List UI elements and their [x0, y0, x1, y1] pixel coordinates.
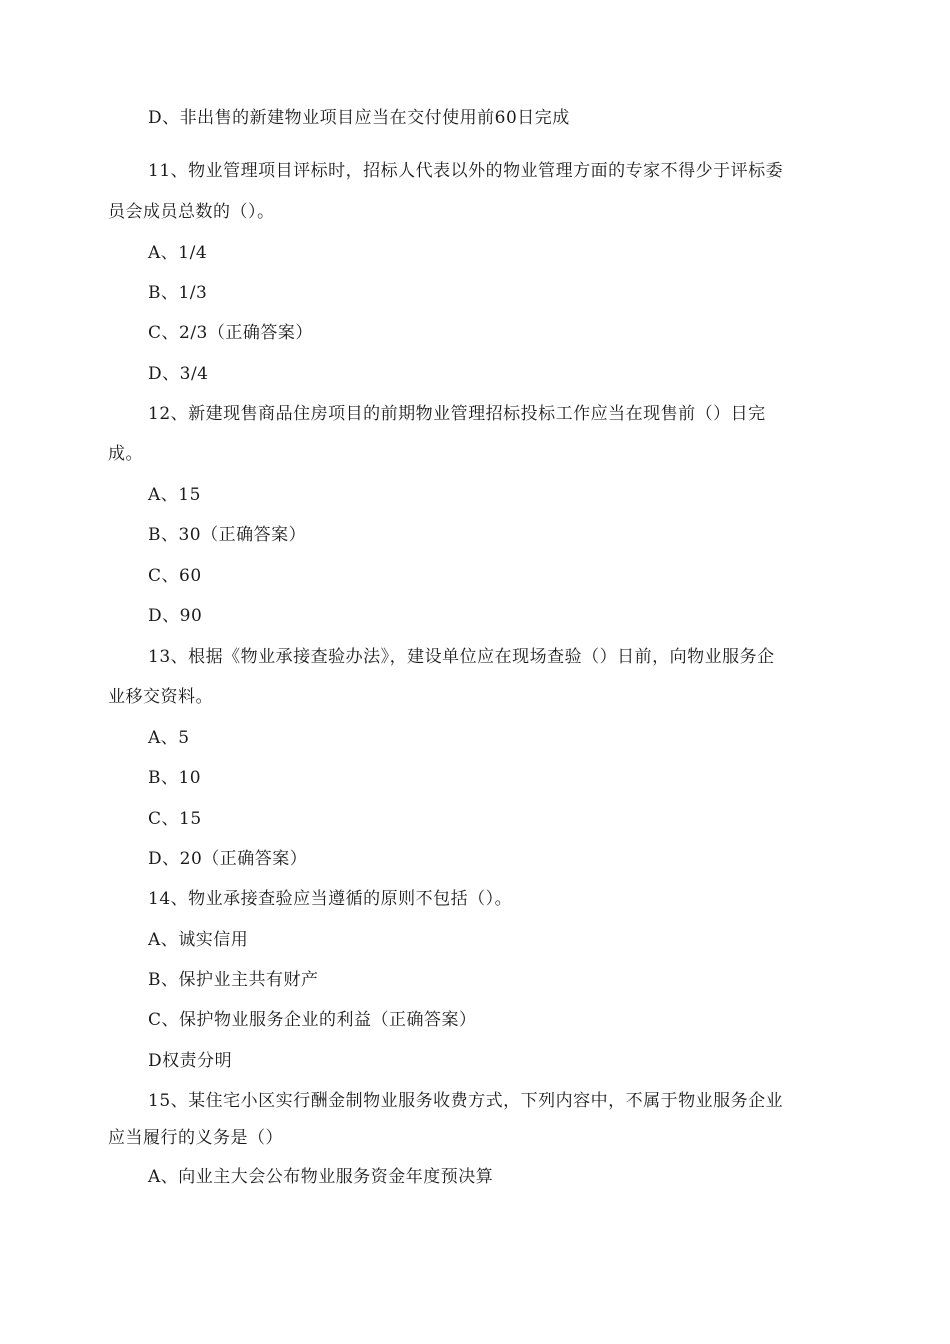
- option-c-q14: C、保护物业服务企业的利益（正确答案）: [148, 1010, 477, 1030]
- option-a-q11: A、1/4: [148, 243, 208, 263]
- option-c-q13: C、15: [148, 809, 202, 829]
- option-d-q12: D、90: [148, 606, 203, 626]
- option-d-q10: D、非出售的新建物业项目应当在交付使用前60日完成: [148, 108, 570, 128]
- question-14: 14、物业承接查验应当遵循的原则不包括（）。: [148, 889, 513, 909]
- option-a-q15: A、向业主大会公布物业服务资金年度预决算: [148, 1167, 494, 1187]
- option-c-q12: C、60: [148, 566, 202, 586]
- question-13: 13、根据《物业承接查验办法》，建设单位应在现场查验（）日前，向物业服务企: [148, 647, 775, 667]
- option-b-q11: B、1/3: [148, 283, 208, 303]
- question-12: 12、新建现售商品住房项目的前期物业管理招标投标工作应当在现售前（）日完: [148, 404, 766, 424]
- option-b-q13: B、10: [148, 768, 202, 788]
- question-15-cont: 应当履行的义务是（）: [108, 1128, 283, 1148]
- question-15: 15、某住宅小区实行酬金制物业服务收费方式，下列内容中，不属于物业服务企业: [148, 1091, 784, 1111]
- question-12-cont: 成。: [108, 444, 143, 464]
- option-a-q13: A、5: [148, 728, 190, 748]
- option-a-q14: A、诚实信用: [148, 930, 249, 950]
- option-a-q12: A、15: [148, 485, 201, 505]
- option-d-q13: D、20（正确答案）: [148, 849, 308, 869]
- question-11: 11、物业管理项目评标时，招标人代表以外的物业管理方面的专家不得少于评标委: [148, 161, 784, 181]
- option-b-q12: B、30（正确答案）: [148, 525, 307, 545]
- question-11-cont: 员会成员总数的（）。: [108, 202, 275, 222]
- question-13-cont: 业移交资料。: [108, 687, 213, 707]
- option-d-q11: D、3/4: [148, 364, 209, 384]
- option-b-q14: B、保护业主共有财产: [148, 970, 319, 990]
- option-d-q14: D权责分明: [148, 1051, 233, 1071]
- option-c-q11: C、2/3（正确答案）: [148, 323, 313, 343]
